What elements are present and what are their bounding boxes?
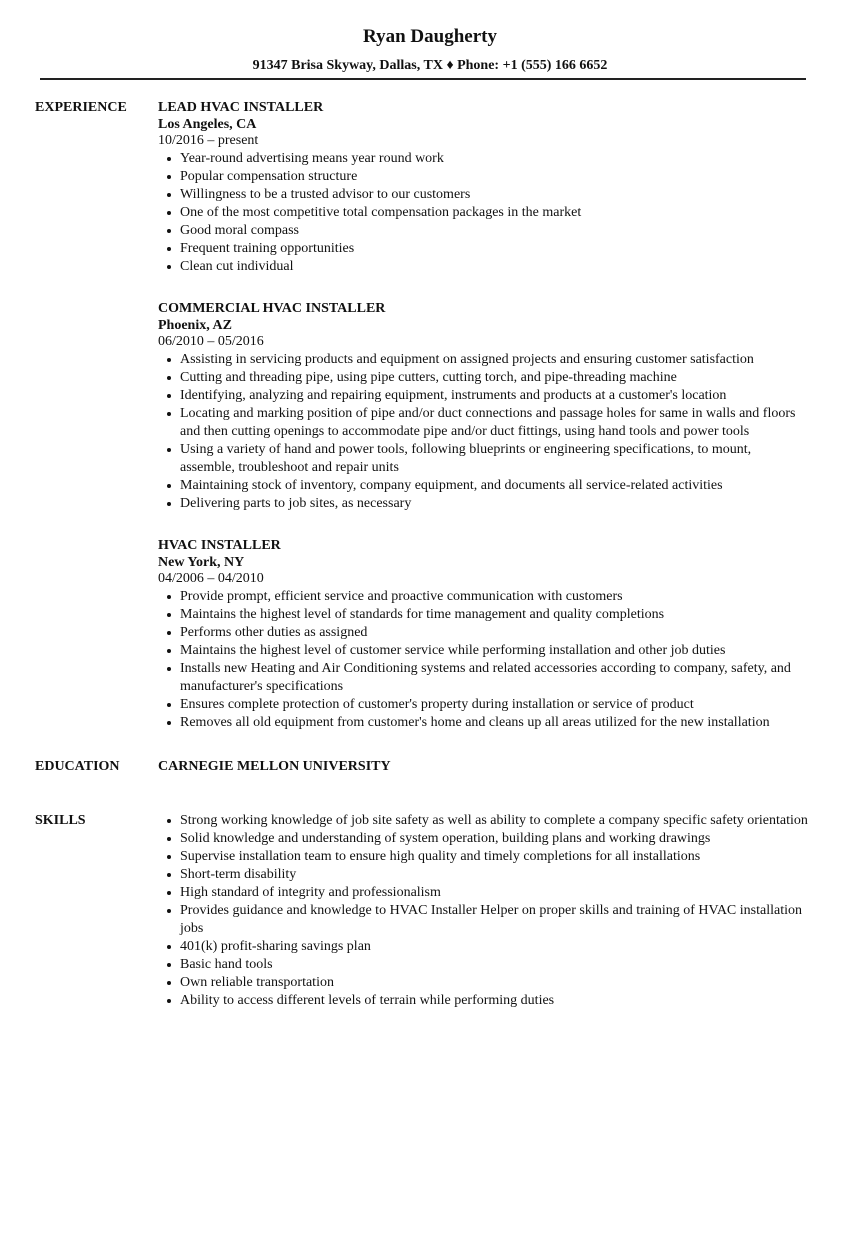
list-item: Willingness to be a trusted advisor to our customers xyxy=(180,186,808,204)
job-location: Phoenix, AZ xyxy=(158,318,232,333)
list-item: Cutting and threading pipe, using pipe cutters, cutting torch, and pipe-threading machine xyxy=(180,369,808,387)
section-label-experience: EXPERIENCE xyxy=(35,100,127,115)
list-item: One of the most competitive total compensation packages in the market xyxy=(180,204,808,222)
job-location: Los Angeles, CA xyxy=(158,117,257,132)
education-section xyxy=(35,758,860,776)
education-body xyxy=(158,758,808,776)
list-item: Assisting in servicing products and equipment on assigned projects and ensuring customer satisfaction xyxy=(180,351,808,369)
experience-section xyxy=(35,99,860,732)
contact-line: 91347 Brisa Skyway, Dallas, TX ♦ Phone: +1 (555) 166 6652 xyxy=(252,58,608,73)
job-entry xyxy=(158,537,808,732)
list-item: Using a variety of hand and power tools, following blueprints or engineering specifications, to mount, assemble, troubleshoot and repair units xyxy=(180,441,808,477)
list-item: Popular compensation structure xyxy=(180,168,808,186)
job-entry xyxy=(158,99,808,276)
list-item: 401(k) profit-sharing savings plan xyxy=(180,938,808,956)
list-item: Strong working knowledge of job site safety as well as ability to complete a company specific safety orientation xyxy=(180,813,808,828)
job-title: COMMERCIAL HVAC INSTALLER xyxy=(158,301,386,316)
job-duties-list xyxy=(158,150,808,276)
list-item: Maintains the highest level of standards for time management and quality completions xyxy=(180,606,808,624)
job-location: New York, NY xyxy=(158,555,245,570)
job-title: HVAC INSTALLER xyxy=(158,538,281,553)
list-item: Provides guidance and knowledge to HVAC Installer Helper on proper skills and training of HVAC installation jobs xyxy=(180,902,808,938)
list-item: Frequent training opportunities xyxy=(180,240,808,258)
job-title: LEAD HVAC INSTALLER xyxy=(158,100,324,115)
list-item: Maintains the highest level of customer service while performing installation and other job duties xyxy=(180,642,808,660)
list-item: High standard of integrity and professionalism xyxy=(180,884,808,902)
experience-body xyxy=(158,99,808,732)
job-dates: 04/2006 – 04/2010 xyxy=(158,571,264,586)
list-item: Supervise installation team to ensure high quality and timely completions for all installations xyxy=(180,848,808,866)
skills-body xyxy=(158,812,808,1010)
list-item: Own reliable transportation xyxy=(180,974,808,992)
job-entry xyxy=(158,300,808,513)
list-item: Ability to access different levels of terrain while performing duties xyxy=(180,992,808,1010)
job-dates: 10/2016 – present xyxy=(158,133,259,148)
skills-list xyxy=(158,812,808,1010)
list-item: Removes all old equipment from customer's home and cleans up all areas utilized for the new installation xyxy=(180,714,808,732)
resume-header xyxy=(0,0,860,75)
job-duties-list xyxy=(158,351,808,513)
list-item: Performs other duties as assigned xyxy=(180,624,808,642)
section-label-skills: SKILLS xyxy=(35,813,86,828)
list-item: Maintaining stock of inventory, company equipment, and documents all service-related activities xyxy=(180,477,808,495)
list-item: Good moral compass xyxy=(180,222,808,240)
list-item: Identifying, analyzing and repairing equipment, instruments and products at a customer's location xyxy=(180,387,808,405)
section-label-education: EDUCATION xyxy=(35,759,120,774)
list-item: Provide prompt, efficient service and proactive communication with customers xyxy=(180,588,808,606)
list-item: Installs new Heating and Air Conditioning systems and related accessories according to company, safety, and manufacturer's specifications xyxy=(180,660,808,696)
candidate-name: Ryan Daugherty xyxy=(363,26,497,47)
list-item: Clean cut individual xyxy=(180,258,808,276)
list-item: Delivering parts to job sites, as necessary xyxy=(180,495,808,513)
list-item: Short-term disability xyxy=(180,866,808,884)
list-item: Year-round advertising means year round work xyxy=(180,150,808,168)
list-item: Solid knowledge and understanding of system operation, building plans and working drawings xyxy=(180,830,808,848)
list-item: Locating and marking position of pipe and/or duct connections and passage holes for same in walls and floors and then cutting openings to accommodate pipe and/or duct fittings, using hand tools and power tools xyxy=(180,405,808,441)
job-duties-list xyxy=(158,588,808,732)
skills-section xyxy=(35,812,860,1010)
job-dates: 06/2010 – 05/2016 xyxy=(158,334,264,349)
school-name: CARNEGIE MELLON UNIVERSITY xyxy=(158,759,391,774)
list-item: Ensures complete protection of customer's property during installation or service of product xyxy=(180,696,808,714)
header-divider xyxy=(40,78,806,80)
list-item: Basic hand tools xyxy=(180,956,808,974)
